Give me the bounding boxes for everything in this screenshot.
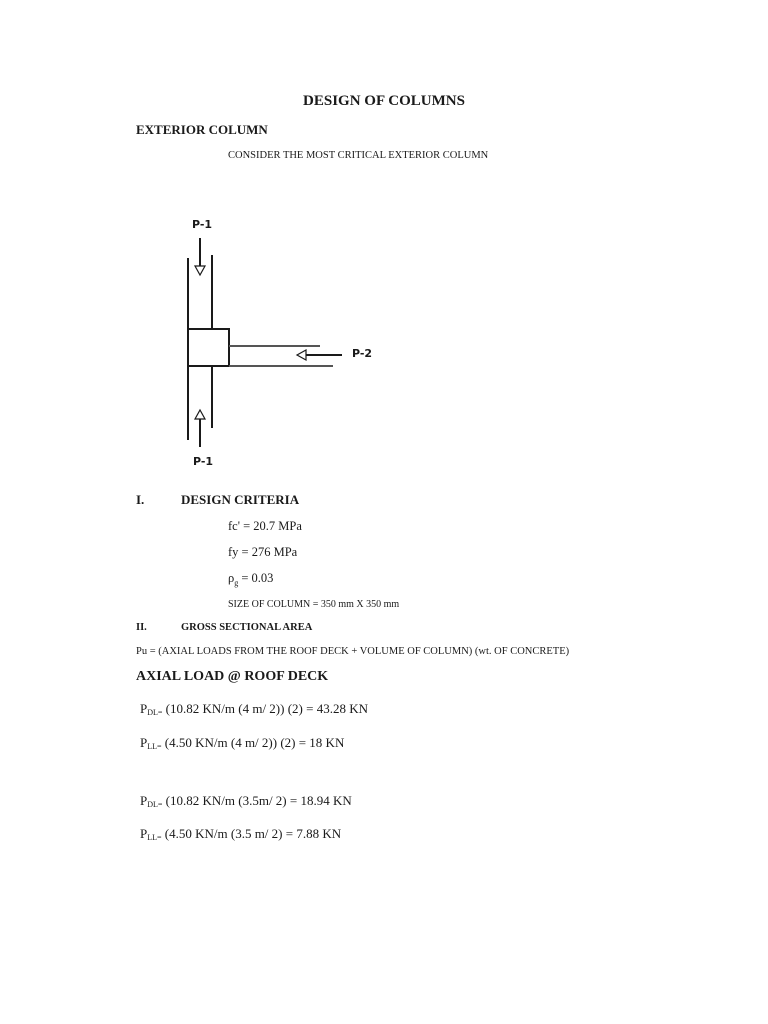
eq-symbol: P [140,701,148,716]
rho-symbol: ρ [228,571,235,585]
rho-value: = 0.03 [238,571,274,585]
criteria-fy: fy = 276 MPa [228,545,298,559]
criteria-column-size: SIZE OF COLUMN = 350 mm X 350 mm [228,599,400,610]
eq-symbol: P [140,826,148,841]
criteria-rho [228,571,273,588]
intro-text: CONSIDER THE MOST CRITICAL EXTERIOR COLUMN [228,150,489,161]
joint-box [188,329,229,366]
axial-load-heading: AXIAL LOAD @ ROOF DECK [136,669,329,684]
arrow-up-icon [195,410,205,447]
arrow-down-icon [195,238,205,275]
eq-subscript: DL= [147,708,163,717]
section-2-number: II. [136,622,147,633]
rho-subscript: g [234,578,239,588]
eq-expression: (4.50 KN/m (3.5 m/ 2) = 7.88 KN [161,826,342,841]
section-2-title: GROSS SECTIONAL AREA [181,622,313,633]
eq-expression: (4.50 KN/m (4 m/ 2)) (2) = 18 KN [161,735,345,750]
eq-expression: (10.82 KN/m (3.5m/ 2) = 18.94 KN [162,793,352,808]
label-top-load: P-1 [192,218,213,231]
page-title: DESIGN OF COLUMNS [303,93,465,109]
eq-subscript: DL= [147,800,163,809]
equation-pll-2 [140,826,341,842]
eq-subscript: LL= [147,742,162,751]
eq-symbol: P [140,793,148,808]
section-1-title: DESIGN CRITERIA [181,492,300,507]
eq-symbol: P [140,735,148,750]
equation-pdl-1 [140,701,368,717]
column-load-diagram [0,0,768,480]
label-bottom-load: P-1 [193,455,214,468]
criteria-fc: fc' = 20.7 MPa [228,519,302,533]
eq-expression: (10.82 KN/m (4 m/ 2)) (2) = 43.28 KN [162,701,368,716]
label-side-load: P-2 [352,347,373,360]
arrow-left-icon [297,350,342,360]
section-1-number: I. [136,492,145,507]
eq-subscript: LL= [147,833,162,842]
equation-pdl-2 [140,793,352,809]
equation-pll-1 [140,735,344,751]
pu-formula: Pu = (AXIAL LOADS FROM THE ROOF DECK + VOLUME OF COLUMN) (wt. OF CONCRETE) [136,646,570,657]
section-heading: EXTERIOR COLUMN [136,122,268,137]
